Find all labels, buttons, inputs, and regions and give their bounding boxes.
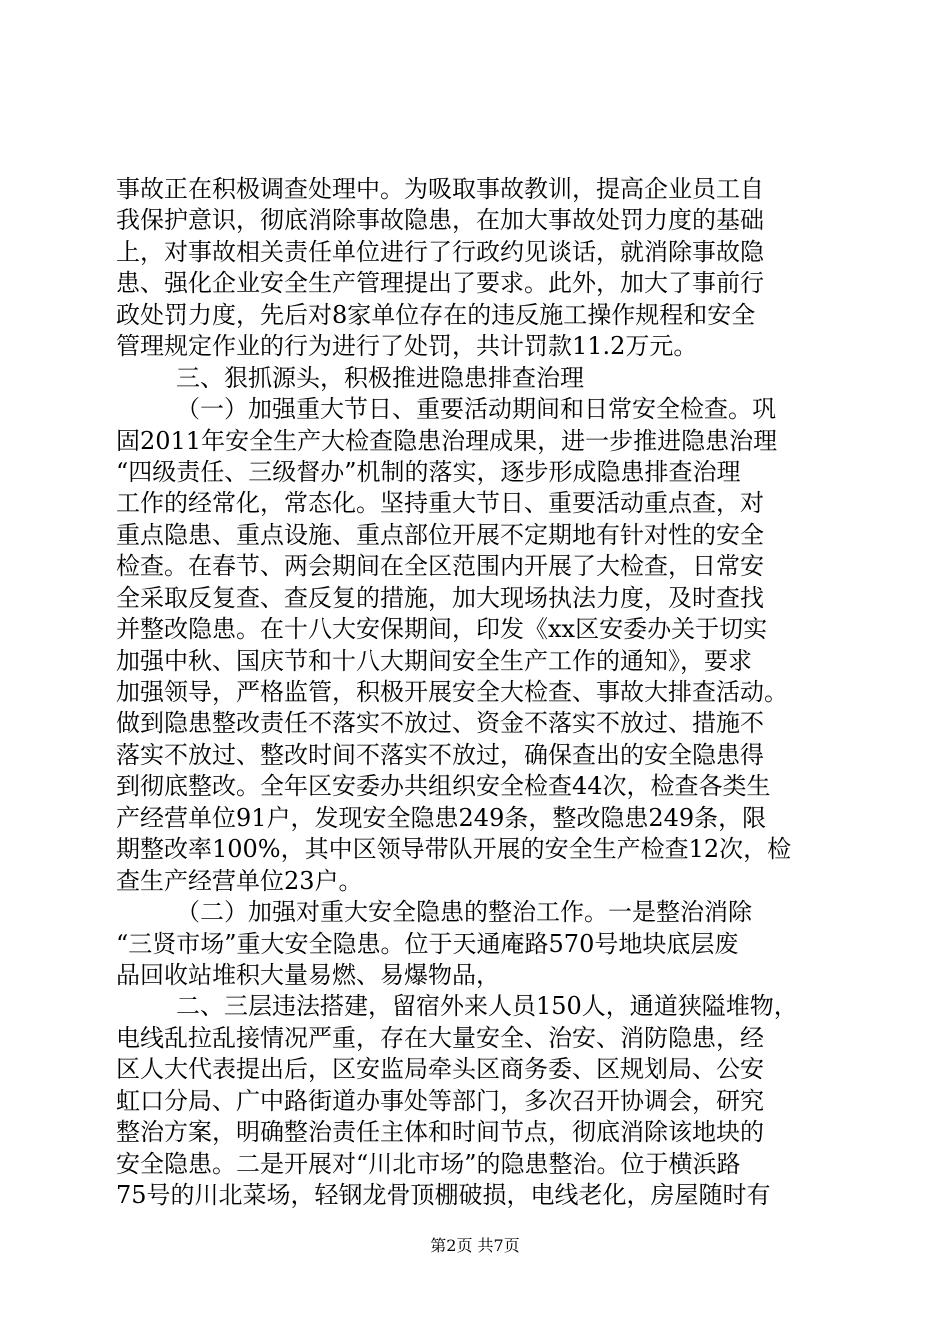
text-line: 我保护意识，彻底消除事故隐患，在加大事故处罚力度的基础 bbox=[116, 206, 764, 234]
text-line: 到彻底整改。全年区安委办共组织安全检查44次，检查各类生 bbox=[116, 772, 771, 800]
text-line: 整治方案，明确整治责任主体和时间节点，彻底消除该地块的 bbox=[116, 1118, 764, 1146]
text-line: 检查。在春节、两会期间在全区范围内开展了大检查，日常安 bbox=[116, 552, 764, 580]
text-line: 工作的经常化，常态化。坚持重大节日、重要活动重点查，对 bbox=[116, 489, 764, 517]
text-line: 品回收站堆积大量易燃、易爆物品， bbox=[116, 961, 500, 989]
text-line: 查生产经营单位23户。 bbox=[116, 867, 363, 895]
text-line: 落实不放过、整改时间不落实不放过，确保查出的安全隐患得 bbox=[116, 741, 764, 769]
text-line: 75号的川北菜场，轻钢龙骨顶棚破损，电线老化，房屋随时有 bbox=[116, 1181, 771, 1209]
text-line: 做到隐患整改责任不落实不放过、资金不落实不放过、措施不 bbox=[116, 709, 764, 737]
text-line: 电线乱拉乱接情况严重，存在大量安全、治安、消防隐患，经 bbox=[116, 1024, 764, 1052]
text-line: （一）加强重大节日、重要活动期间和日常安全检查。巩 bbox=[176, 395, 776, 423]
page-footer: 第2页 共7页 bbox=[430, 1236, 520, 1255]
text-line: 上，对事故相关责任单位进行了行政约见谈话，就消除事故隐 bbox=[116, 238, 764, 266]
text-line: 患、强化企业安全生产管理提出了要求。此外，加大了事前行 bbox=[116, 269, 764, 297]
text-line: 并整改隐患。在十八大安保期间，印发《xx区安委办关于切实 bbox=[116, 615, 768, 643]
text-line: 期整改率100%，其中区领导带队开展的安全生产检查12次，检 bbox=[116, 835, 792, 863]
text-line: 加强领导，严格监管，积极开展安全大检查、事故大排查活动。 bbox=[116, 678, 788, 706]
text-line: （二）加强对重大安全隐患的整治工作。一是整治消除 bbox=[176, 898, 752, 926]
text-line: “四级责任、三级督办”机制的落实，逐步形成隐患排查治理 bbox=[116, 458, 741, 486]
section-heading: 三、狠抓源头，积极推进隐患排查治理 bbox=[176, 364, 584, 392]
text-line: 固2011年安全生产大检查隐患治理成果，进一步推进隐患治理 bbox=[116, 427, 778, 455]
text-line: 重点隐患、重点设施、重点部位开展不定期地有针对性的安全 bbox=[116, 521, 764, 549]
text-line: 区人大代表提出后，区安监局牵头区商务委、区规划局、公安 bbox=[116, 1055, 764, 1083]
text-line: 加强中秋、国庆节和十八大期间安全生产工作的通知》，要求 bbox=[116, 647, 752, 675]
text-line: 虹口分局、广中路街道办事处等部门，多次召开协调会，研究 bbox=[116, 1087, 764, 1115]
text-line: 产经营单位91户，发现安全隐患249条，整改隐患249条，限 bbox=[116, 804, 767, 832]
text-line: 二、三层违法搭建，留宿外来人员150人，通道狭隘堆物， bbox=[176, 992, 798, 1020]
text-line: 全采取反复查、查反复的措施，加大现场执法力度，及时查找 bbox=[116, 584, 764, 612]
text-line: 政处罚力度，先后对8家单位存在的违反施工操作规程和安全 bbox=[116, 301, 756, 329]
text-line: “三贤市场”重大安全隐患。位于天通庵路570号地块底层废 bbox=[116, 930, 739, 958]
text-line: 安全隐患。二是开展对“川北市场”的隐患整治。位于横浜路 bbox=[116, 1150, 741, 1178]
text-line: 事故正在积极调查处理中。为吸取事故教训，提高企业员工自 bbox=[116, 175, 764, 203]
text-line: 管理规定作业的行为进行了处罚，共计罚款11.2万元。 bbox=[116, 332, 698, 360]
